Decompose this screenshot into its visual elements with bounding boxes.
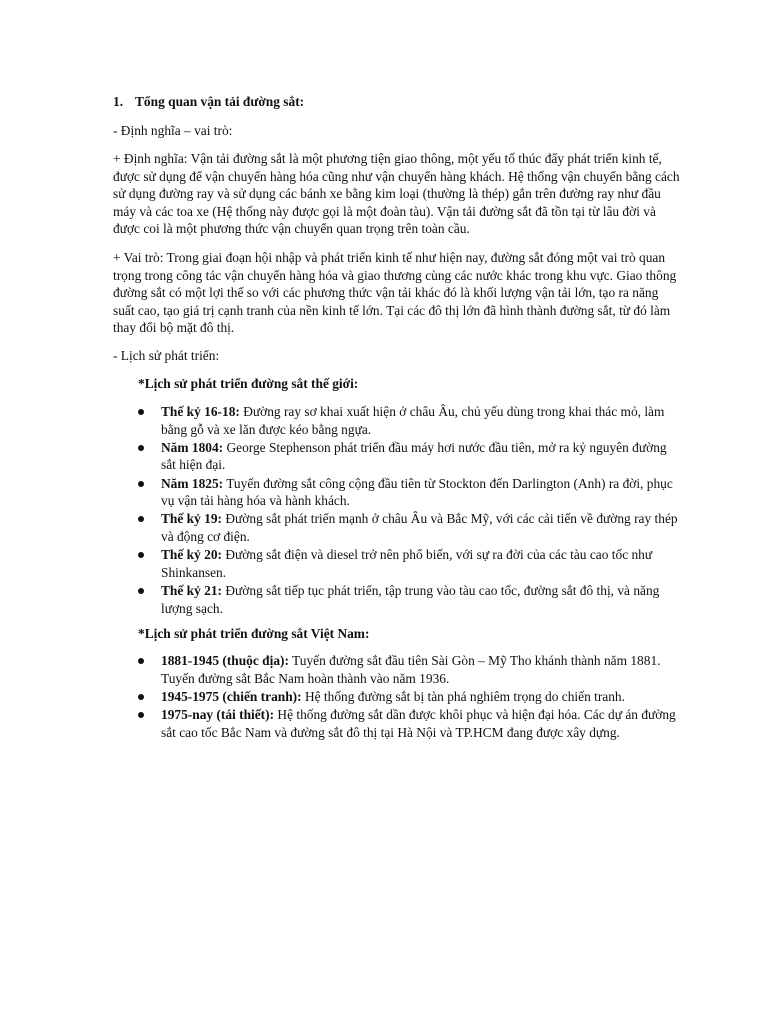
bullet-icon — [138, 658, 144, 664]
heading-number: 1. — [113, 94, 124, 109]
section-heading — [113, 93, 683, 111]
bullet-icon — [138, 409, 144, 415]
item-label: 1945-1975 (chiến tranh): — [161, 688, 302, 704]
item-text: Đường sắt phát triển mạnh ở châu Âu và Bắc Mỹ, với các cải tiến về đường ray thép và động cơ điện. — [161, 511, 678, 544]
item-label: Thế kỷ 16-18: — [161, 404, 240, 419]
bullet-icon — [138, 712, 144, 718]
bullet-icon — [138, 588, 144, 594]
list-item — [138, 510, 678, 545]
item-text: Đường ray sơ khai xuất hiện ở châu Âu, chủ yếu dùng trong khai thác mỏ, làm bằng gỗ và xe lăn được kéo bằng ngựa. — [161, 404, 665, 437]
item-label: Thế kỷ 21: — [161, 582, 223, 598]
definition-role-label: - Định nghĩa – vai trò: — [113, 123, 233, 138]
world-history-title: *Lịch sử phát triển đường sắt thế giới: — [138, 376, 359, 391]
list-item — [138, 688, 678, 706]
history-label: - Lịch sử phát triển: — [113, 348, 220, 363]
vietnam-history-list — [138, 652, 678, 742]
bullet-icon — [138, 481, 144, 487]
list-item — [138, 652, 678, 687]
role-paragraph: + Vai trò: Trong giai đoạn hội nhập và phát triển kinh tế như hiện nay, đường sắt đóng một vai trò quan trọng trong công tác vận chuyển hàng hóa và giao thương cùng các nước khác trong khu vực. Giao thông đường sắt có một lợi thế so với các phương thức vận tải khác đó là khối lượng vận tải lớn, tạo ra năng suất cao, tạo giá trị cạnh tranh của nền kinh tế lớn. Tại các đô thị lớn đã hình thành đường sắt, từ đó làm thay đổi bộ mặt đô thị. — [113, 250, 677, 336]
list-item — [138, 439, 678, 474]
item-label: Thế kỷ 19: — [161, 511, 223, 527]
item-text: Tuyến đường sắt đầu tiên Sài Gòn – Mỹ Tho khánh thành năm 1881. Tuyến đường sắt Bắc Nam hoàn thành vào năm 1936. — [161, 653, 661, 686]
vietnam-history-title: *Lịch sử phát triển đường sắt Việt Nam: — [138, 626, 370, 641]
item-label: Thế kỷ 20: — [161, 547, 223, 563]
item-label: Năm 1804: — [161, 439, 224, 455]
list-item — [138, 475, 678, 510]
bullet-icon — [138, 552, 144, 558]
list-item — [138, 403, 678, 438]
item-text: Hệ thống đường sắt bị tàn phá nghiêm trọng do chiến tranh. — [301, 688, 625, 704]
list-item — [138, 546, 678, 581]
item-text: Hệ thống đường sắt dần được khôi phục và hiện đại hóa. Các dự án đường sắt cao tốc Bắc Nam và đường sắt đô thị tại Hà Nội và TP.HCM đang được xây dựng. — [161, 706, 676, 740]
item-text: George Stephenson phát triển đầu máy hơi nước đầu tiên, mở ra kỷ nguyên đường sắt hiện đại. — [161, 439, 667, 473]
item-label: Năm 1825: — [161, 475, 224, 491]
definition-paragraph: + Định nghĩa: Vận tải đường sắt là một phương tiện giao thông, một yếu tố thúc đẩy phát triển kinh tế, được sử dụng để vận chuyển hàng hóa cũng như vận chuyển hàng khách. Hệ thống vận chuyển bằng cách sử dụng đường ray và sử dụng các bánh xe bằng kim loại (thường là thép) gắn trên đường ray như đầu máy và các toa xe (Hệ thống này được gọi là một đoàn tàu). Vận tải đường sắt đã tồn tại từ lâu đời và được coi là một phương thức vận chuyển quan trọng trên toàn cầu. — [113, 151, 680, 237]
bullet-icon — [138, 445, 144, 451]
item-text: Đường sắt tiếp tục phát triển, tập trung vào tàu cao tốc, đường sắt đô thị, và năng lượng sạch. — [161, 582, 660, 616]
item-label: 1881-1945 (thuộc địa): — [161, 653, 289, 668]
heading-title: Tổng quan vận tải đường sắt: — [135, 94, 305, 109]
list-item — [138, 706, 678, 741]
item-text: Tuyến đường sắt công cộng đầu tiên từ Stockton đến Darlington (Anh) ra đời, phục vụ vận tải hàng hóa và hành khách. — [161, 475, 673, 509]
world-history-list — [138, 403, 678, 618]
item-text: Đường sắt điện và diesel trở nên phổ biến, với sự ra đời của các tàu cao tốc như Shinkansen. — [161, 547, 653, 580]
bullet-icon — [138, 694, 144, 700]
list-item — [138, 582, 678, 617]
bullet-icon — [138, 516, 144, 522]
item-label: 1975-nay (tái thiết): — [161, 706, 275, 722]
